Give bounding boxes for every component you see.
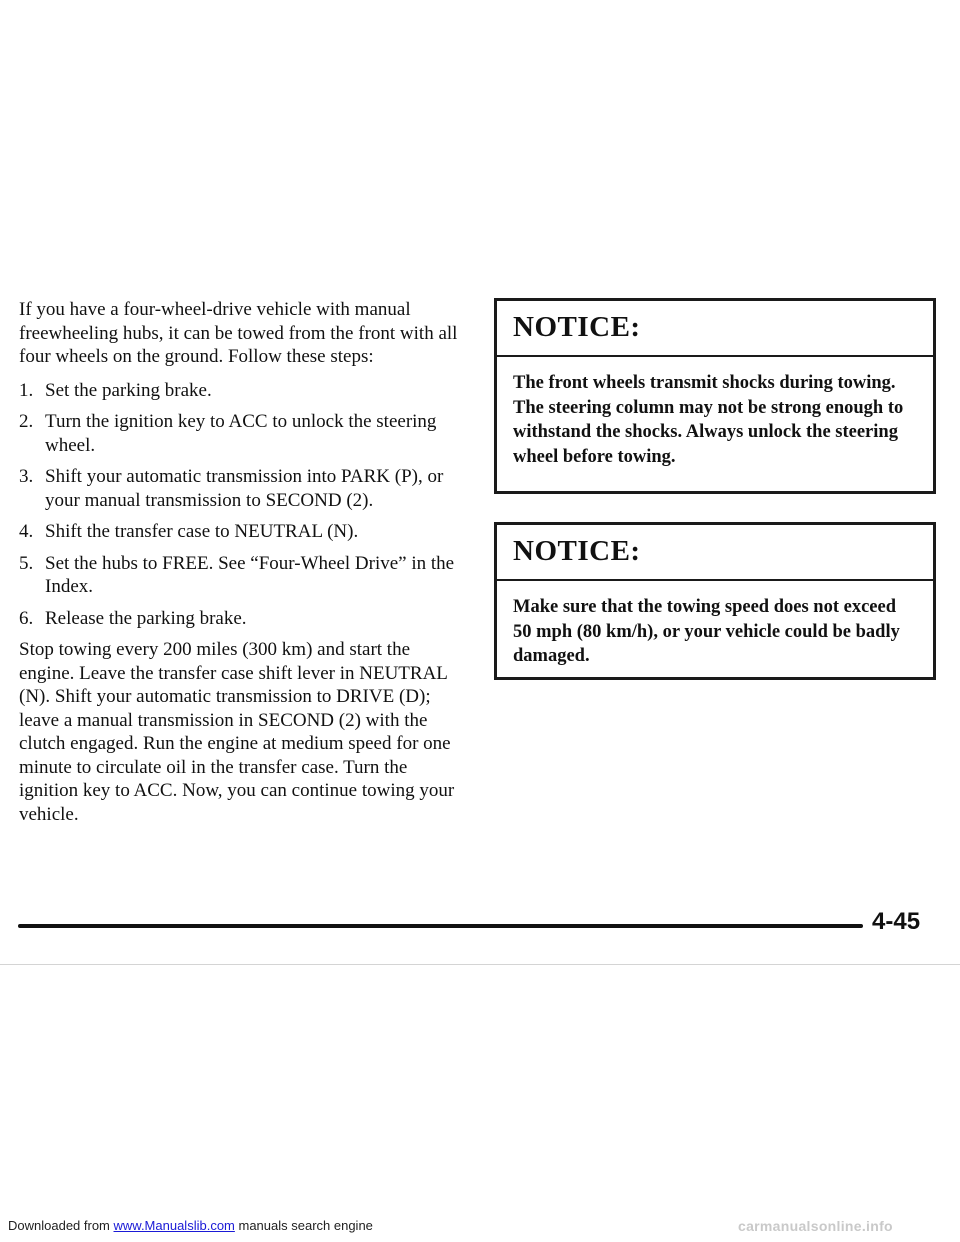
notice-heading: NOTICE:: [497, 301, 933, 357]
footer-rule: [18, 924, 863, 928]
notice-body: The front wheels transmit shocks during towing. The steering column may not be strong enough to withstand the shocks. Always unlock the steering wheel before towing.: [513, 373, 904, 467]
step-number: 1.: [19, 379, 34, 401]
step-text: Shift the transfer case to NEUTRAL (N).: [45, 521, 359, 542]
notice-heading: NOTICE:: [497, 525, 933, 581]
site-watermark: carmanualsonline.info: [738, 1218, 893, 1234]
manualslib-link[interactable]: www.Manualslib.com: [113, 1218, 235, 1233]
download-banner: [8, 1218, 373, 1233]
list-item: [19, 379, 467, 403]
notice-body: Make sure that the towing speed does not exceed 50 mph (80 km/h), or your vehicle could be badly damaged.: [513, 597, 900, 666]
intro-paragraph: If you have a four-wheel-drive vehicle with manual freewheeling hubs, it can be towed from the front with all four wheels on the ground. Follow these steps:: [19, 299, 458, 367]
step-number: 6.: [19, 607, 34, 629]
notice-box-speed: [494, 522, 936, 680]
list-item: [19, 465, 467, 512]
step-text: Set the parking brake.: [45, 379, 212, 401]
step-text: Release the parking brake.: [45, 607, 247, 629]
step-text: Shift your automatic transmission into PARK (P), or your manual transmission to SECOND (2).: [45, 466, 444, 511]
list-item: [19, 520, 467, 544]
page-number: 4-45: [872, 908, 921, 935]
banner-suffix: manuals search engine: [234, 1218, 373, 1233]
step-text: Set the hubs to FREE. See “Four-Wheel Drive” in the Index.: [45, 552, 455, 597]
banner-prefix: Downloaded from: [8, 1218, 114, 1233]
step-number: 2.: [19, 411, 34, 432]
step-number: 3.: [19, 466, 34, 487]
list-item: [19, 607, 467, 631]
step-number: 4.: [19, 521, 34, 542]
notice-box-steering: [494, 298, 936, 494]
page-top-margin: [0, 0, 960, 8]
closing-paragraph: Stop towing every 200 miles (300 km) and start the engine. Leave the transfer case shift lever in NEUTRAL (N). Shift your automatic transmission to DRIVE (D); leave a manual transmission in SECOND (2) with the clutch engaged. Run the engine at medium speed for one minute to circulate oil in the transfer case. Turn the ignition key to ACC. Now, you can continue towing your vehicle.: [19, 639, 455, 825]
step-text: Turn the ignition key to ACC to unlock the steering wheel.: [45, 411, 437, 456]
steps-list: [19, 379, 467, 631]
list-item: [19, 552, 467, 599]
step-number: 5.: [19, 552, 34, 574]
scan-divider: [0, 964, 960, 965]
towing-instructions: [19, 298, 467, 826]
list-item: [19, 410, 467, 457]
